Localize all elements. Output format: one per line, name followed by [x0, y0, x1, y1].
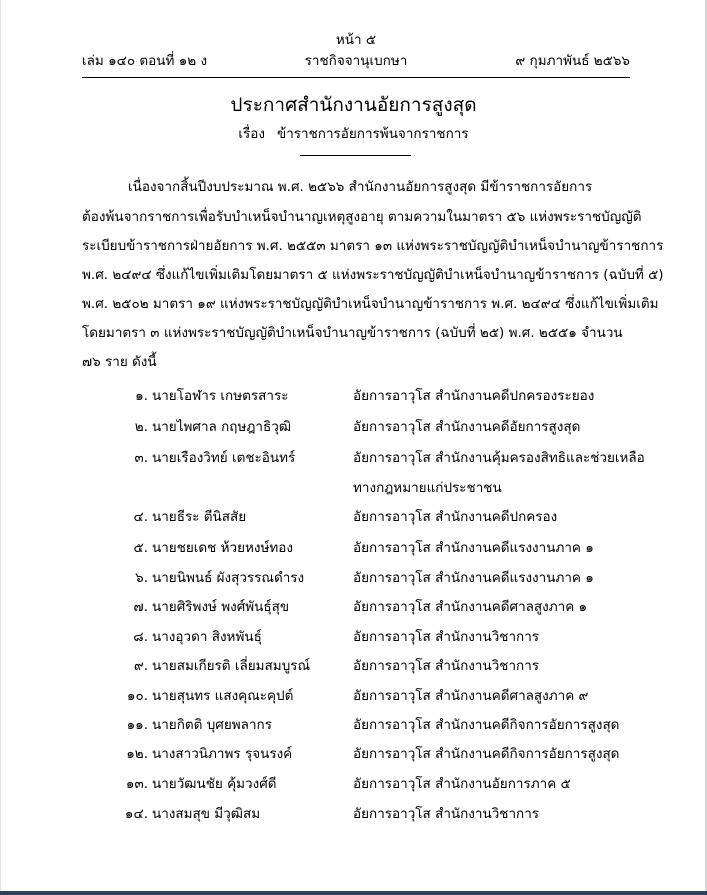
item-number: ๑๒.	[126, 746, 148, 762]
subject-text: ข้าราชการอัยการพ้นจากราชการ	[276, 126, 469, 142]
list-item	[0, 452, 707, 504]
list-item	[0, 778, 707, 798]
person-position-continued: ทางกฎหมายแก่ประชาชน	[353, 480, 502, 496]
list-item	[0, 631, 707, 651]
person-position: อัยการอาวุโส สำนักงานคดีอัยการสูงสุด	[353, 419, 581, 435]
list-item	[0, 421, 707, 441]
item-number: ๑๑.	[126, 717, 148, 733]
person-name: นายกิตติ บุศยพลากร	[152, 717, 272, 733]
person-position: อัยการอาวุโส สำนักงานคดีศาลสูงภาค ๙	[353, 688, 589, 704]
person-name: นายศิริพงษ์ พงศ์พันธุ์สุข	[152, 599, 290, 615]
subject-label: เรื่อง	[238, 126, 265, 142]
person-name: นายวัฒนชัย คุ้มวงศ์ดี	[152, 776, 277, 792]
person-position: อัยการอาวุโส สำนักงานคดีศาลสูงภาค ๑	[353, 599, 588, 615]
list-item	[0, 390, 707, 410]
title-underline	[300, 155, 411, 156]
person-name: นายสมเกียรติ เลี่ยมสมบูรณ์	[152, 658, 311, 674]
item-number: ๖.	[135, 570, 148, 586]
paragraph-line: โดยมาตรา ๓ แห่งพระราชบัญญัติบำเหน็จบำนาญข้าราชการ (ฉบับที่ ๒๕) พ.ศ. ๒๕๕๑ จำนวน	[82, 325, 623, 341]
list-item	[0, 748, 707, 768]
page-bottom-edge	[0, 891, 707, 895]
header-row	[82, 55, 630, 73]
gazette-name: ราชกิจจานุเบกษา	[304, 53, 408, 69]
list-item	[0, 542, 707, 562]
person-name: นายนิพนธ์ ผังสุวรรณดำรง	[152, 570, 305, 586]
person-position: อัยการอาวุโส สำนักงานวิชาการ	[353, 658, 540, 674]
person-position: อัยการอาวุโส สำนักงานวิชาการ	[353, 806, 540, 822]
item-number: ๕.	[133, 540, 148, 556]
person-position: อัยการอาวุโส สำนักงานคดีกิจการอัยการสูงสุด	[353, 717, 620, 733]
issue-date: ๙ กุมภาพันธ์ ๒๕๖๖	[515, 53, 630, 69]
person-name: นายเรืองวิทย์ เตชะอินทร์	[152, 450, 296, 466]
item-number: ๑๓.	[125, 776, 148, 792]
paragraph-line: ต้องพ้นจากราชการเพื่อรับบำเหน็จบำนาญเหตุสูงอายุ ตามความในมาตรา ๕๖ แห่งพระราชบัญญัติ	[82, 209, 642, 225]
person-name: นางอุวดา สิงหพันธุ์	[152, 629, 262, 645]
person-name: นายธีระ ตีนิสสัย	[152, 509, 247, 525]
item-number: ๗.	[133, 599, 148, 615]
item-number: ๓.	[134, 450, 148, 466]
list-item	[0, 808, 707, 828]
item-number: ๙.	[133, 658, 148, 674]
person-name: นางสาวนิภาพร รุจนรงค์	[152, 746, 293, 762]
list-item	[0, 511, 707, 531]
list-item	[0, 719, 707, 739]
page-number: หน้า ๕	[335, 32, 377, 48]
volume-issue: เล่ม ๑๔๐ ตอนที่ ๑๒ ง	[82, 53, 208, 69]
paragraph-line: พ.ศ. ๒๔๙๔ ซึ่งแก้ไขเพิ่มเติมโดยมาตรา ๕ แห่งพระราชบัญญัติบำเหน็จบำนาญข้าราชการ (ฉบับที่ ๕)	[82, 267, 664, 283]
paragraph-line: พ.ศ. ๒๕๐๒ มาตรา ๑๙ แห่งพระราชบัญญัติบำเหน็จบำนาญข้าราชการ พ.ศ. ๒๔๙๔ ซึ่งแก้ไขเพิ่มเติม	[82, 296, 659, 312]
person-name: นายไพศาล กฤษฎาธิวุฒิ	[152, 419, 292, 435]
person-position: อัยการอาวุโส สำนักงานคดีแรงงานภาค ๑	[353, 570, 594, 586]
person-position: อัยการอาวุโส สำนักงานคดีปกครองระยอง	[353, 388, 595, 404]
person-position: อัยการอาวุโส สำนักงานคุ้มครองสิทธิและช่วยเหลือ	[353, 450, 645, 466]
list-item	[0, 572, 707, 592]
announcement-subject	[0, 128, 707, 142]
person-position: อัยการอาวุโส สำนักงานคดีแรงงานภาค ๑	[353, 540, 594, 556]
person-name: นายสุนทร แสงคุณะคุปต์	[152, 688, 294, 704]
paragraph-line: ระเบียบข้าราชการฝ่ายอัยการ พ.ศ. ๒๕๕๓ มาตรา ๑๓ แห่งพระราชบัญญัติบำเหน็จบำนาญข้าราชการ	[82, 238, 664, 254]
item-number: ๑๐.	[126, 688, 148, 704]
person-name: นางสมสุข มีวุฒิสม	[152, 806, 261, 822]
paragraph-line: เนื่องจากสิ้นปีงบประมาณ พ.ศ. ๒๕๖๖ สำนักงานอัยการสูงสุด มีข้าราชการอัยการ	[128, 179, 593, 195]
item-number: ๑๔.	[124, 806, 148, 822]
paragraph-line: ๗๖ ราย ดังนี้	[82, 354, 157, 370]
person-name: นายชยเดช ห้วยหงษ์ทอง	[152, 540, 294, 556]
person-name: นายโอฬาร เกษตรสาระ	[152, 388, 289, 404]
announcement-title: ประกาศสำนักงานอัยการสูงสุด	[230, 94, 477, 116]
list-item	[0, 660, 707, 680]
item-number: ๘.	[133, 629, 148, 645]
item-number: ๑.	[135, 388, 148, 404]
person-position: อัยการอาวุโส สำนักงานคดีกิจการอัยการสูงสุด	[353, 746, 620, 762]
person-position: อัยการอาวุโส สำนักงานอัยการภาค ๕	[353, 776, 571, 792]
list-item	[0, 690, 707, 710]
header-rule	[82, 77, 630, 78]
list-item	[0, 601, 707, 621]
item-number: ๒.	[134, 419, 148, 435]
person-position: อัยการอาวุโส สำนักงานวิชาการ	[353, 629, 540, 645]
item-number: ๔.	[133, 509, 148, 525]
person-position: อัยการอาวุโส สำนักงานคดีปกครอง	[353, 509, 558, 525]
